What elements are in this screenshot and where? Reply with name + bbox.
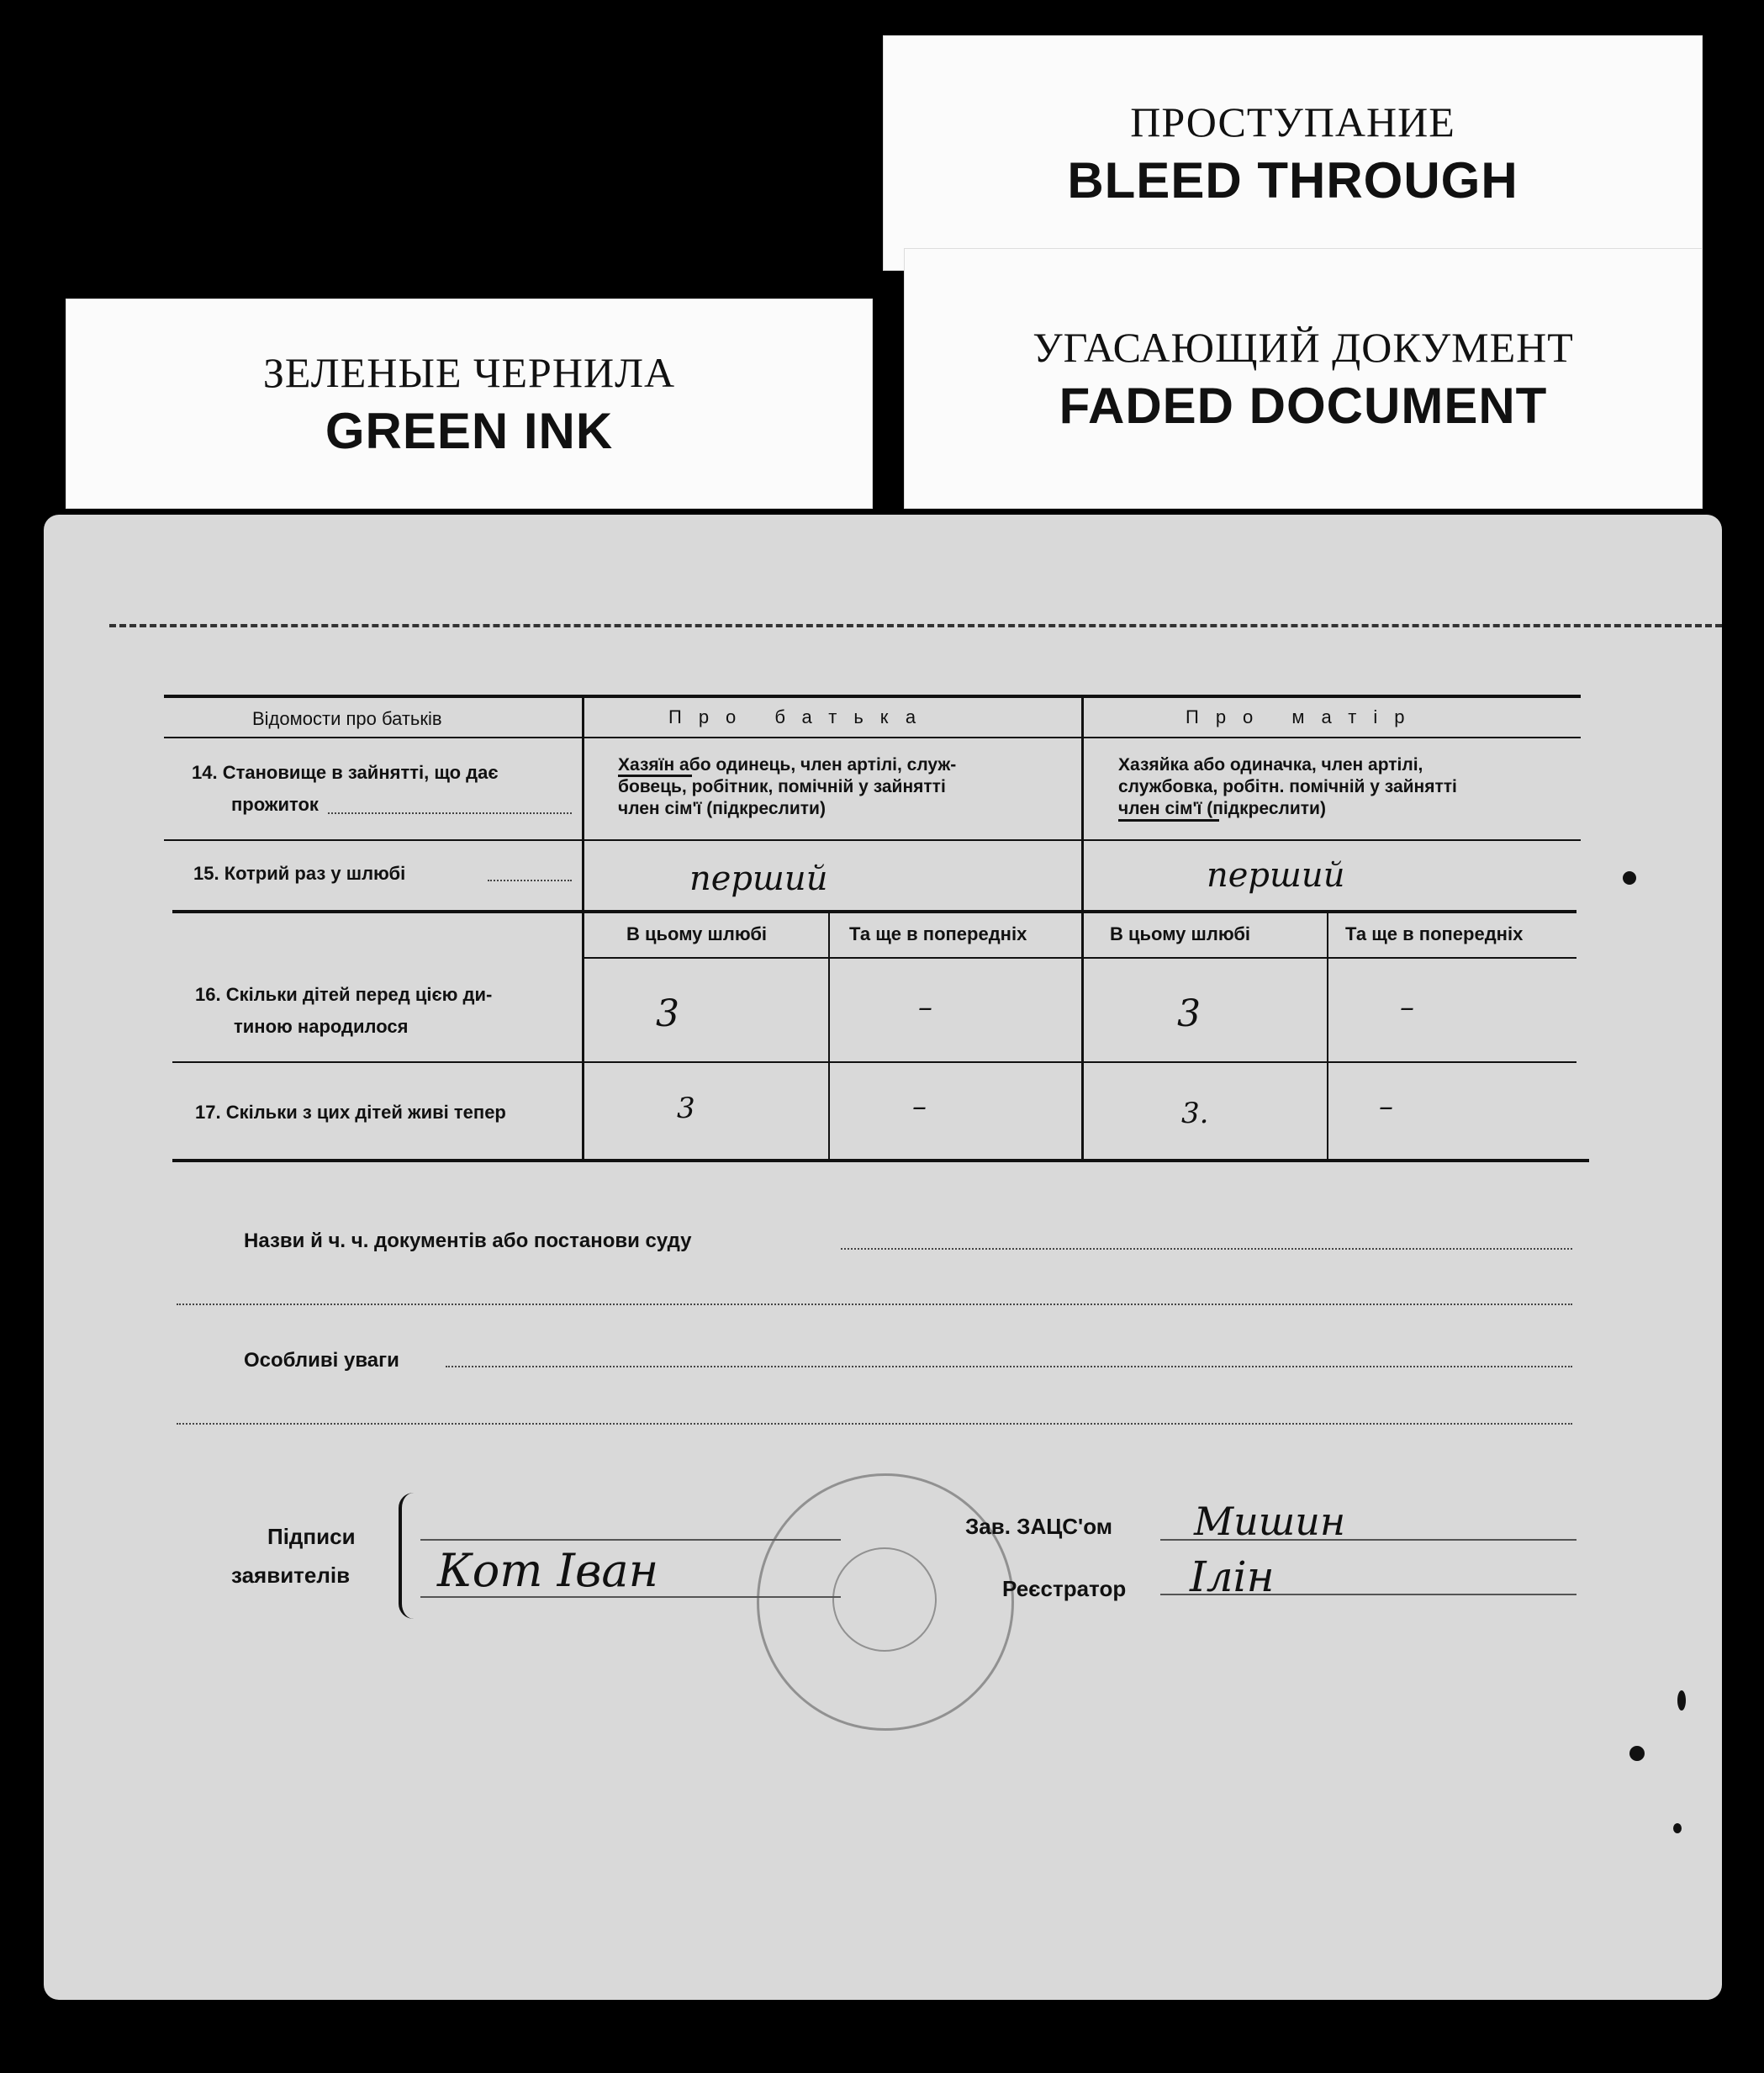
table-col-rule bbox=[1081, 695, 1084, 1161]
row14-father-a: Хазяїн або одинець, член артілі, служ- bbox=[618, 755, 957, 775]
table-col-rule bbox=[582, 695, 584, 1161]
header-father: Про батька bbox=[668, 706, 933, 727]
notes-label: Особливі уваги bbox=[244, 1349, 399, 1372]
ink-mark bbox=[1677, 1690, 1686, 1711]
card-bleed-ru: ПРОСТУПАНИЕ bbox=[1130, 98, 1455, 145]
row14-mother-a: Хазяйка або одиначка, член артілі, bbox=[1118, 755, 1423, 775]
registrar-signature: Ілін bbox=[1190, 1552, 1275, 1601]
subheader-prev-father: Та ще в попередніх bbox=[849, 923, 1027, 944]
documents-label: Назви й ч. ч. документів або постанови суду bbox=[244, 1230, 692, 1252]
row15-father-handwriting: перший bbox=[689, 859, 828, 898]
card-bleed-en: BLEED THROUGH bbox=[1067, 151, 1518, 209]
header-col-label: Відомости про батьків bbox=[252, 708, 442, 729]
row17-mother-this: 3. bbox=[1181, 1097, 1209, 1130]
row16-label-a: 16. Скільки дітей перед цією ди- bbox=[195, 984, 493, 1005]
table-rule bbox=[172, 1061, 1577, 1063]
row16-mother-this: 3 bbox=[1177, 992, 1201, 1035]
fill-line bbox=[177, 1423, 1572, 1425]
applicant-signature: Кот Іван bbox=[437, 1544, 659, 1597]
table-rule bbox=[164, 737, 1581, 738]
fill-line bbox=[446, 1366, 1572, 1367]
subheader-this-father: В цьому шлюбі bbox=[626, 923, 768, 944]
table-bottom-rule bbox=[172, 1159, 1589, 1162]
row14-label-a: 14. Становище в зайнятті, що дає bbox=[192, 762, 499, 783]
perforation-line bbox=[109, 624, 1722, 627]
ink-mark bbox=[1673, 1823, 1682, 1833]
card-green-ink bbox=[66, 299, 873, 509]
row17-label: 17. Скільки з цих дітей живі тепер bbox=[195, 1102, 506, 1123]
fill-line bbox=[177, 1304, 1572, 1305]
signature-line bbox=[1160, 1594, 1577, 1595]
registrar-label: Реєстратор bbox=[1002, 1576, 1127, 1601]
card-faded-ru: УГАСАЮЩИЙ ДОКУМЕНТ bbox=[1033, 323, 1574, 371]
row17-mother-prev: – bbox=[1379, 1090, 1393, 1124]
row16-label-b: тиною народилося bbox=[234, 1016, 409, 1037]
row15-label: 15. Котрий раз у шлюбі bbox=[193, 863, 406, 884]
header-mother: Про матір bbox=[1186, 706, 1422, 727]
leader-dots bbox=[328, 812, 572, 814]
row14-label-b: прожиток bbox=[231, 794, 319, 815]
underline-hazyain bbox=[618, 775, 692, 777]
ink-mark bbox=[1629, 1746, 1645, 1761]
table-rule bbox=[584, 957, 1577, 959]
row14-mother-c: член сім'ї (підкреслити) bbox=[1118, 799, 1326, 818]
signatures-label-b: заявителів bbox=[231, 1563, 351, 1588]
row15-mother-handwriting: перший bbox=[1207, 856, 1345, 895]
table-col-rule bbox=[828, 912, 830, 1161]
row16-mother-prev: – bbox=[1400, 991, 1414, 1024]
card-faded-en: FADED DOCUMENT bbox=[1059, 377, 1548, 434]
row14-mother-b: службовка, робітн. помічній у зайнятті bbox=[1118, 777, 1457, 796]
subheader-prev-mother: Та ще в попередніх bbox=[1345, 923, 1524, 944]
official-stamp-inner bbox=[832, 1547, 937, 1652]
leader-dots bbox=[488, 880, 572, 881]
table-col-rule bbox=[1327, 912, 1328, 1161]
row14-father-c: член сім'ї (підкреслити) bbox=[618, 799, 826, 818]
row17-father-prev: – bbox=[912, 1090, 927, 1124]
card-green-ink-en: GREEN INK bbox=[325, 402, 614, 459]
row16-father-this: 3 bbox=[656, 992, 679, 1035]
fill-line bbox=[841, 1248, 1572, 1250]
table-rule bbox=[172, 910, 1577, 913]
table-top-rule bbox=[164, 695, 1581, 698]
subheader-this-mother: В цьому шлюбі bbox=[1110, 923, 1251, 944]
card-faded-document bbox=[904, 248, 1703, 509]
table-rule bbox=[164, 839, 1581, 841]
row14-father-b: бовець, робітник, помічній у зайнятті bbox=[618, 777, 946, 796]
row17-father-this: 3 bbox=[677, 1092, 695, 1125]
ink-mark bbox=[1623, 871, 1636, 885]
card-bleed-through bbox=[883, 35, 1703, 271]
underline-member bbox=[1118, 819, 1219, 822]
head-signature: Мишин bbox=[1194, 1499, 1346, 1544]
card-green-ink-ru: ЗЕЛЕНЫЕ ЧЕРНИЛА bbox=[262, 348, 676, 396]
signatures-label-a: Підписи bbox=[267, 1524, 356, 1549]
signature-bracket bbox=[399, 1493, 417, 1619]
row16-father-prev: – bbox=[918, 991, 932, 1024]
head-label: Зав. ЗАЦС'ом bbox=[965, 1514, 1112, 1539]
signature-line bbox=[1160, 1539, 1577, 1541]
